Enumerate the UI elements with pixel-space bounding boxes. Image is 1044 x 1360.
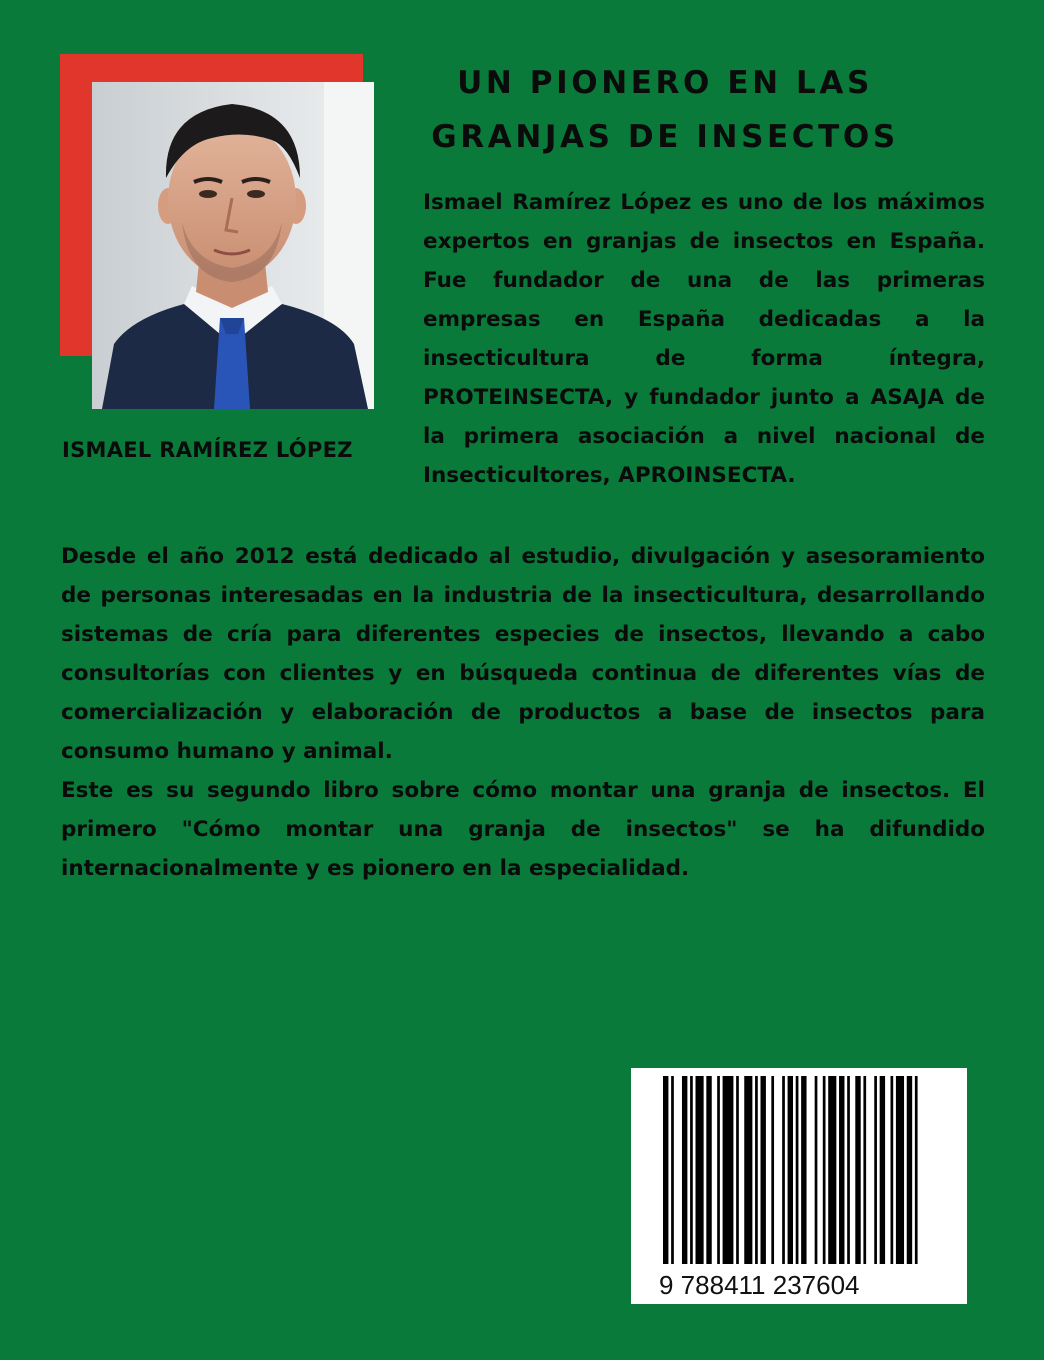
- book-title: UN PIONERO EN LAS GRANJAS DE INSECTOS: [431, 65, 899, 155]
- author-bio-intro: Ismael Ramírez López es uno de los máximos expertos en granjas de insectos en España. Fue fundador de una de las primeras empresas en España dedicadas a la insecticultura de forma íntegra, PROTEINSECTA, y fundador junto a ASAJA de la primera asociación a nivel nacional de Insecticultores, APROINSECTA.: [423, 190, 985, 488]
- bio-paragraph-career: Desde el año 2012 está dedicado al estudio, divulgación y asesoramiento de personas interesadas en la industria de la insecticultura, desarrollando sistemas de cría para diferentes especies de insectos, llevando a cabo consultorías con clientes y en búsqueda continua de diferentes vías de comercialización y elaboración de productos a base de insectos para consumo humano y animal.: [61, 544, 985, 764]
- author-photo: [92, 82, 374, 409]
- bio-paragraph-books: Este es su segundo libro sobre cómo montar una granja de insectos. El primero "Cómo montar una granja de insectos" se ha difundido internacionalmente y es pionero en la especialidad.: [61, 778, 985, 881]
- author-bio-body: [61, 537, 985, 888]
- isbn-barcode: [631, 1068, 967, 1304]
- author-name-caption: ISMAEL RAMÍREZ LÓPEZ: [62, 438, 353, 462]
- barcode-bars: [663, 1076, 923, 1264]
- isbn-number: 9 788411 237604: [659, 1270, 860, 1300]
